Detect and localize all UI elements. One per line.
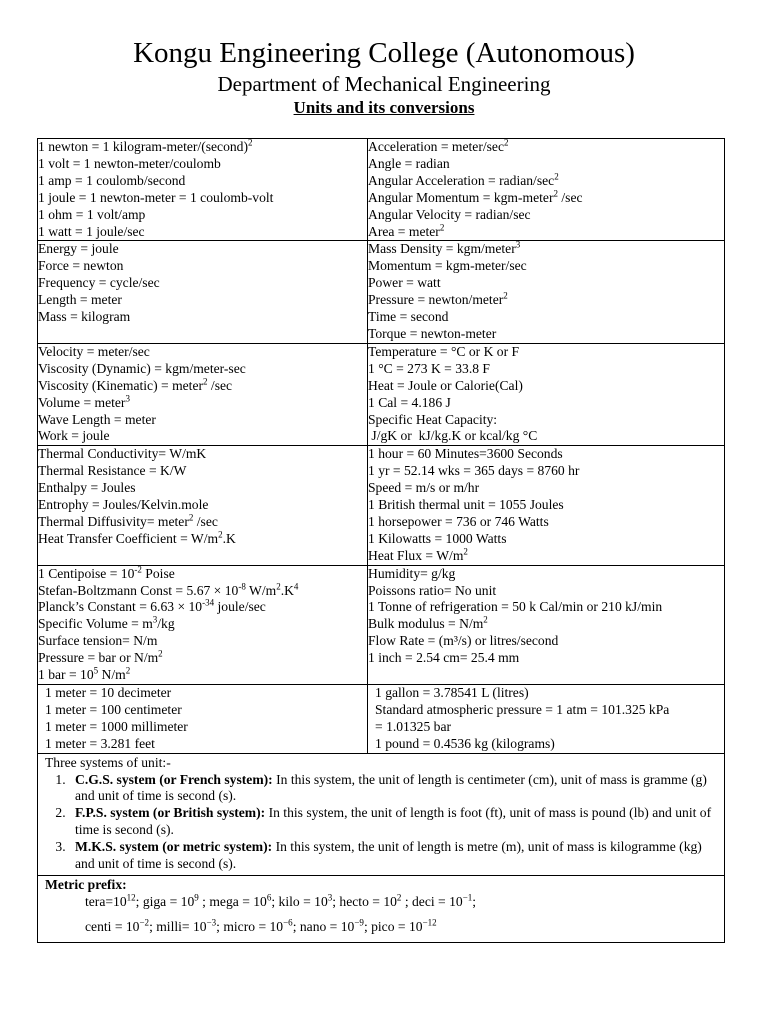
table-row (38, 241, 725, 343)
unit-line: 1 meter = 10 decimeter (45, 685, 172, 700)
table-cell-left (38, 241, 368, 343)
table-row (38, 565, 725, 684)
subtitle-text: Units and its conversions (293, 98, 475, 117)
unit-line: Angular Momentum = kgm-meter$^2$ /sec (368, 188, 583, 205)
table-cell-left (38, 139, 368, 241)
unit-line: 1 Kilowatts = 1000 Watts (368, 530, 507, 546)
unit-line: 1 newton = 1 kilogram-meter/(second)$^2$ (38, 138, 253, 154)
college-title: Kongu Engineering College (Autonomous) (133, 37, 635, 69)
unit-line: Energy = joule (38, 241, 119, 257)
unit-line: Angular Velocity = radian/sec (368, 206, 531, 222)
unit-line: Velocity = meter/sec (38, 343, 150, 359)
document-subtitle (0, 98, 768, 118)
unit-line: Heat Flux = $W/m^2$ (368, 546, 468, 563)
unit-line: Speed = m/s or m/hr (368, 480, 480, 496)
unit-line: Heat = Joule or Calorie(Cal) (368, 377, 523, 393)
unit-line: Wave Length = meter (38, 411, 156, 427)
unit-line: 1 Tonne of refrigeration = 50 k Cal/min or 210 kJ/min (368, 599, 663, 615)
unit-line: Momentum = kgm-meter/sec (368, 258, 527, 274)
table-cell-left (38, 343, 368, 445)
table-cell-right (368, 446, 725, 565)
unit-line: Angular Acceleration = radian/$\sec^2$ (368, 171, 559, 188)
unit-line: 1 Centipoise = $10^{-2}$ Poise (38, 565, 175, 581)
unit-line: Power = watt (368, 275, 441, 291)
unit-line: Area = meter$^2$ (368, 222, 445, 239)
unit-line: 1 meter = 1000 millimeter (45, 718, 188, 734)
table-cell-right (368, 685, 725, 754)
unit-line: Time = second (368, 309, 449, 325)
table-cell-left (38, 685, 368, 754)
unit-line: Humidity= g/kg (368, 565, 456, 581)
table-cell-right (368, 139, 725, 241)
table-row (38, 343, 725, 445)
unit-line: 1 °C = 273 K = 33.8 F (368, 360, 490, 376)
unit-line: Bulk modulus = $N/m^2$ (368, 614, 488, 632)
unit-line: 1 meter = 3.281 feet (45, 735, 155, 751)
metric-prefix-line-1: $tera=10^{12}$; giga = $10^9$ ; mega = $10^6$; kilo = $10^3$; hecto = $10^2$ ; deci = $10^{-1}$; (85, 892, 477, 909)
units-table (37, 138, 725, 943)
unit-line: Work = joule (38, 428, 110, 444)
unit-line: Thermal Conductivity= W/mK (38, 446, 207, 462)
unit-line: = 1.01325 bar (375, 718, 452, 734)
unit-line: 1 ohm = 1 volt/amp (38, 206, 146, 222)
table-cell-left (38, 446, 368, 565)
unit-line: Standard atmospheric pressure = 1 atm = 101.325 kPa (375, 701, 670, 717)
table-cell-right (368, 343, 725, 445)
table-row (38, 139, 725, 241)
unit-line: Heat Transfer Coefficient = $W/m^2.K$ (38, 529, 236, 546)
unit-line: 1 gallon = 3.78541 L (litres) (375, 685, 529, 700)
unit-line: Specific Volume = $m^3/kg$ (38, 614, 175, 632)
unit-line: Angle = radian (368, 155, 450, 171)
unit-line: Surface tension= N/m (38, 633, 158, 649)
unit-line: 1 inch = 2.54 cm= 25.4 mm (368, 650, 520, 666)
unit-line: Torque = newton-meter (368, 325, 497, 341)
systems-list (45, 772, 717, 873)
unit-line: Flow Rate = (m³/s) or litres/second (368, 633, 559, 649)
unit-line: Mass Density = kgm/meter$^3$ (368, 240, 521, 257)
unit-line: 1 British thermal unit = 1055 Joules (368, 497, 564, 513)
metric-prefix-line-2: centi = $10^{-2}$; milli= $10^{-3}$; micro = $10^{-6}$; nano = $10^{-9}$; pico = $10^{-12}$ (85, 917, 437, 934)
table-row (38, 875, 725, 942)
unit-line: Thermal Resistance = K/W (38, 463, 187, 479)
table-row (38, 753, 725, 875)
unit-line: 1 volt = 1 newton-meter/coulomb (38, 155, 221, 171)
table-cell-right (368, 241, 725, 343)
list-item: 3. M.K.S. system (or metric system): In this system, the unit of length is metre (m), unit of mass is kilogramme (kg) and unit of time is second (s). (69, 839, 717, 873)
unit-line: Force = newton (38, 258, 124, 274)
systems-cell (38, 753, 725, 875)
systems-title: Three systems of unit:- (45, 754, 171, 770)
unit-line: 1 joule = 1 newton-meter = 1 coulomb-volt (38, 189, 274, 205)
unit-line: Frequency = cycle/sec (38, 275, 160, 291)
unit-line: 1 amp = 1 coulomb/second (38, 172, 186, 188)
metric-prefix-title: Metric prefix: (45, 876, 127, 892)
unit-line: Volume = meter$^3$ (38, 393, 130, 410)
unit-line: Length = meter (38, 292, 122, 308)
unit-line: Viscosity (Dynamic) = kgm/meter-sec (38, 360, 246, 376)
table-row (38, 446, 725, 565)
unit-line: Stefan-Boltzmann Const = $5.67 \times 10^{-8}$ $W/m^2.K^4$ (38, 581, 299, 598)
unit-line: 1 meter = 100 centimeter (45, 701, 182, 717)
department-title: Department of Mechanical Engineering (217, 72, 551, 96)
table-cell-right (368, 565, 725, 684)
unit-line: Thermal Diffusivity= meter$^2$ /sec (38, 512, 218, 529)
unit-line: Acceleration = meter/$\sec^2$ (368, 138, 509, 154)
unit-line: Entrophy = Joules/Kelvin.mole (38, 497, 209, 513)
unit-line: Viscosity (Kinematic) = meter$^2$ /sec (38, 376, 233, 393)
unit-line: Poissons ratio= No unit (368, 582, 497, 598)
list-item: 1. C.G.S. system (or French system): In this system, the unit of length is centimeter (cm), unit of mass is gramme (g) and unit of time is second (s). (69, 772, 717, 806)
unit-line: 1 pound = 0.4536 kg (kilograms) (375, 735, 555, 751)
unit-line: Pressure = newton/meter$^2$ (368, 290, 508, 308)
unit-line: 1 Cal = 4.186 J (368, 394, 451, 410)
unit-line: 1 horsepower = 736 or 746 Watts (368, 513, 549, 529)
unit-line: 1 hour = 60 Minutes=3600 Seconds (368, 446, 563, 462)
table-cell-left (38, 565, 368, 684)
unit-line: Specific Heat Capacity: (368, 411, 498, 427)
unit-line: Mass = kilogram (38, 309, 131, 325)
unit-line: 1 yr = 52.14 wks = 365 days = 8760 hr (368, 463, 580, 479)
unit-line: 1 watt = 1 joule/sec (38, 223, 145, 239)
metric-prefix-cell (38, 875, 725, 942)
unit-line: Temperature = °C or K or F (368, 343, 520, 359)
unit-line: Enthalpy = Joules (38, 480, 136, 496)
list-item: 2. F.P.S. system (or British system): In this system, the unit of length is foot (ft), unit of mass is pound (lb) and unit of time is second (s). (69, 805, 717, 839)
unit-line: J/gK or kJ/kg.K or kcal/kg °C (368, 428, 538, 444)
table-row (38, 685, 725, 754)
unit-line: Planck’s Constant = $6.63 \times 10^{-34}$ joule/sec (38, 597, 266, 615)
unit-line: 1 bar = $10^5$ $N/m^2$ (38, 665, 131, 683)
unit-line: Pressure = bar or $N/m^2$ (38, 648, 163, 666)
